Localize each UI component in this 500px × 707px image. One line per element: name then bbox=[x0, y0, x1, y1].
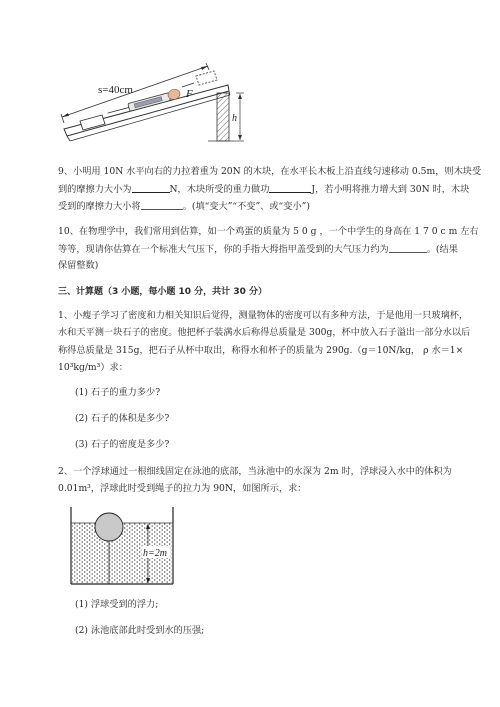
q9-line2-b: N，木块所受的重力做功 bbox=[169, 184, 270, 195]
p2-sub2: (2) 泳池底部此时受到水的压强; bbox=[75, 625, 205, 636]
p1-sub2: (2) 石子的体积是多少? bbox=[75, 413, 170, 424]
q9-line1: 9、小明用 10N 水平向右的力拉着重为 20N 的木块，在水平长木板上沿直线匀速移动 0.5m，则木块受 bbox=[58, 166, 482, 177]
height-label: h bbox=[232, 113, 237, 124]
distance-label: s=40cm bbox=[98, 84, 133, 96]
p1-sub1: (1) 石子的重力多少? bbox=[75, 387, 161, 398]
q10-line3: 保留整数) bbox=[58, 260, 99, 271]
p1-line3: 称得总质量是 315g，把石子从杯中取出，称得水和杯子的质量为 290g.（g＝10N/kg， ρ 水＝1× bbox=[58, 345, 464, 356]
q10-line2 bbox=[58, 243, 458, 256]
q9-line3 bbox=[58, 200, 310, 213]
q9-line2 bbox=[58, 183, 470, 196]
p2-line1: 2、一个浮球通过一根细线固定在泳池的底部，当泳池中的水深为 2m 时，浮球浸入水中的体积为 bbox=[58, 466, 452, 477]
q9-line3-a: 受到的摩擦力大小将 bbox=[58, 201, 141, 212]
answer-blank-pressure-force[interactable] bbox=[389, 243, 427, 253]
q10-line1: 10、在物理学中，我们常用到估算，如一个鸡蛋的质量为 5 0 g ，一个中学生的身高在 1 7 0 c m 左右 bbox=[58, 226, 479, 237]
q10-line2-b: 。(结果 bbox=[426, 244, 458, 255]
p1-line2: 水和天平测一块石子的密度。他把杯子装满水后称得总质量是 300g，杯中放入石子溢出一部分水以后 bbox=[58, 327, 471, 338]
depth-label: h=2m bbox=[143, 548, 167, 559]
p1-line1: 1、小瘦子学习了密度和力相关知识后觉得，测量物体的密度可以有多种方法，于是他用一只玻璃杯， bbox=[58, 310, 469, 321]
answer-blank-work[interactable] bbox=[269, 183, 311, 193]
q9-line3-b: 。(填“变大”“不变”、或“变小”) bbox=[182, 201, 310, 212]
incline-figure bbox=[58, 53, 248, 145]
p2-line2: 0.01m³，浮球此时受到绳子的拉力为 90N，如图所示，求： bbox=[58, 483, 307, 494]
answer-blank-friction-change[interactable] bbox=[141, 200, 183, 210]
section-title: 三、计算题（3 小题，每小题 10 分，共计 30 分） bbox=[58, 287, 267, 297]
p2-sub1: (1) 浮球受到的浮力; bbox=[75, 599, 159, 610]
q9-line2-c: J，若小明将推力增大到 30N 时，木块 bbox=[311, 184, 470, 195]
p1-line4: 10³kg/m³）求： bbox=[58, 362, 128, 373]
pool-figure bbox=[66, 505, 188, 587]
q9-line2-a: 到的摩擦力大小为 bbox=[58, 184, 132, 195]
answer-blank-friction[interactable] bbox=[132, 183, 170, 193]
q10-line2-a: 等等，现请你估算在一个标准大气压下，你的手指大拇指甲盖受到的大气压力约为 bbox=[58, 244, 389, 255]
p1-sub3: (3) 石子的密度是多少? bbox=[75, 439, 170, 450]
force-label: F bbox=[186, 88, 193, 100]
